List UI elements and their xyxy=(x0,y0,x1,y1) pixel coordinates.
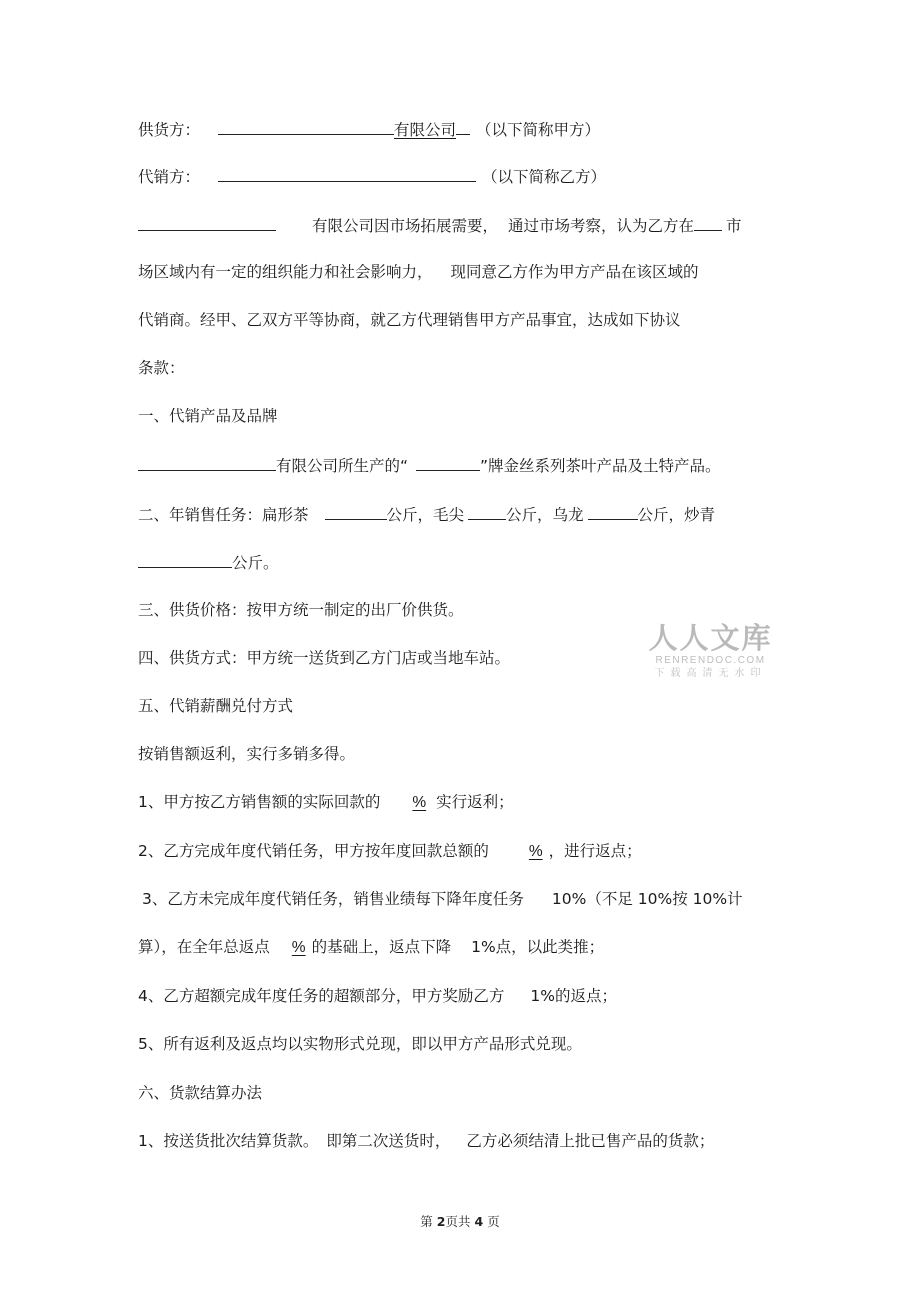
supplier-line xyxy=(138,118,600,140)
supplier-trailing-blank xyxy=(456,118,470,135)
item-3-text-e: 1%点，以此类推； xyxy=(471,938,605,956)
section-5-item-4 xyxy=(138,986,617,1006)
item-3-percent: % xyxy=(291,939,306,956)
section-6-item-1-a: 1、按送货批次结算货款。 xyxy=(138,1132,319,1150)
intro-text-1c: 市 xyxy=(726,217,742,235)
footer-total-pages: 4 xyxy=(474,1214,484,1229)
section-5-item-1 xyxy=(138,792,514,813)
intro-line-1 xyxy=(138,214,742,236)
section-2-unit-b: 公斤，乌龙 xyxy=(506,506,584,524)
intro-text-2b: 现同意乙方作为甲方产品在该区域的 xyxy=(450,263,699,281)
page-footer xyxy=(0,1212,920,1230)
agent-line xyxy=(138,165,606,187)
item-3-text-a: 3、乙方未完成年度代销任务，销售业绩每下降年度任务 xyxy=(142,890,524,908)
intro-region-blank xyxy=(694,214,722,231)
intro-text-2a: 场区域内有一定的组织能力和社会影响力， xyxy=(138,263,433,281)
section-1-text-a: 有限公司所生产的“ xyxy=(276,457,409,475)
section-1-text-b: ”牌金丝系列茶叶产品及土特产品。 xyxy=(480,457,721,475)
item-3-text-c: 算），在全年总返点 xyxy=(138,938,270,956)
section-2-prefix: 二、年销售任务：扁形茶 xyxy=(138,506,309,524)
section-2-unit-a: 公斤，毛尖 xyxy=(386,506,465,524)
watermark-title: 人人文库 xyxy=(648,621,773,655)
section-5-heading: 五、代销薪酬兑付方式 xyxy=(138,697,294,715)
section-1-heading: 一、代销产品及品牌 xyxy=(138,407,278,425)
section-5-item-5: 5、所有返利及返点均以实物形式兑现，即以甲方产品形式兑现。 xyxy=(138,1035,582,1053)
supplier-name-blank xyxy=(218,118,394,135)
intro-line-2 xyxy=(138,262,699,282)
section-4: 四、供货方式：甲方统一送货到乙方门店或当地车站。 xyxy=(138,649,511,667)
item-2-text-b: ，进行返点； xyxy=(548,842,642,860)
intro-text-1b: 通过市场考察，认为乙方在 xyxy=(508,217,695,235)
footer-mid: 页共 xyxy=(445,1214,471,1229)
item-3-text-b: 10%（不足 10%按 10%计 xyxy=(551,890,743,908)
section-2-unit-d: 公斤。 xyxy=(232,554,279,572)
agent-label: 代销方： xyxy=(138,168,201,186)
producer-blank xyxy=(138,454,276,471)
section-5-item-2 xyxy=(138,841,642,862)
agent-alias: （以下简称乙方） xyxy=(482,168,607,186)
item-1-text-b: 实行返利； xyxy=(436,793,514,811)
section-1-text xyxy=(138,454,721,476)
watermark-url: RENRENDOC.COM xyxy=(655,655,766,666)
footer-post: 页 xyxy=(487,1214,500,1229)
supplier-alias: （以下简称甲方） xyxy=(476,121,601,139)
watermark-subtitle: 下载高清无水印 xyxy=(654,668,767,679)
item-1-text-a: 1、甲方按乙方销售额的实际回款的 xyxy=(138,793,381,811)
section-2-line-1 xyxy=(138,503,715,525)
watermark-logo xyxy=(648,622,773,681)
item-4-text-a: 4、乙方超额完成年度任务的超额部分，甲方奖励乙方 xyxy=(138,987,505,1005)
chaoqing-blank xyxy=(138,551,232,568)
intro-text-1a: 有限公司因市场拓展需要， xyxy=(312,217,499,235)
flat-tea-blank xyxy=(325,503,387,520)
section-5-item-3-line-2 xyxy=(138,937,604,958)
item-2-text-a: 2、乙方完成年度代销任务，甲方按年度回款总额的 xyxy=(138,842,489,860)
section-2-line-2 xyxy=(138,551,279,573)
section-6-item-1 xyxy=(138,1131,714,1151)
footer-page-number: 2 xyxy=(436,1214,446,1229)
intro-line-3: 代销商。经甲、乙双方平等协商，就乙方代理销售甲方产品事宜，达成如下协议 xyxy=(138,311,681,329)
item-1-percent: % xyxy=(412,794,427,811)
item-4-text-b: 1%的返点； xyxy=(530,987,617,1005)
section-3: 三、供货价格：按甲方统一制定的出厂价供货。 xyxy=(138,601,464,619)
section-6-item-1-c: 乙方必须结清上批已售产品的货款； xyxy=(466,1132,715,1150)
section-2-unit-c: 公斤，炒青 xyxy=(637,506,716,524)
oolong-blank xyxy=(588,503,638,520)
section-6-item-1-b: 即第二次送货时， xyxy=(326,1132,451,1150)
item-2-percent: % xyxy=(528,843,543,860)
supplier-label: 供货方： xyxy=(138,121,201,139)
section-5-intro: 按销售额返利，实行多销多得。 xyxy=(138,745,356,763)
supplier-company-suffix: 有限公司 xyxy=(394,121,457,139)
maojian-blank xyxy=(468,503,506,520)
agent-name-blank xyxy=(218,165,476,182)
section-6-heading: 六、货款结算办法 xyxy=(138,1084,263,1102)
footer-pre: 第 xyxy=(420,1214,433,1229)
brand-blank xyxy=(416,454,480,471)
intro-line-4: 条款： xyxy=(138,359,185,377)
intro-company-blank xyxy=(138,214,276,231)
section-5-item-3-line-1 xyxy=(142,889,743,909)
item-3-text-d: 的基础上，返点下降 xyxy=(311,938,452,956)
